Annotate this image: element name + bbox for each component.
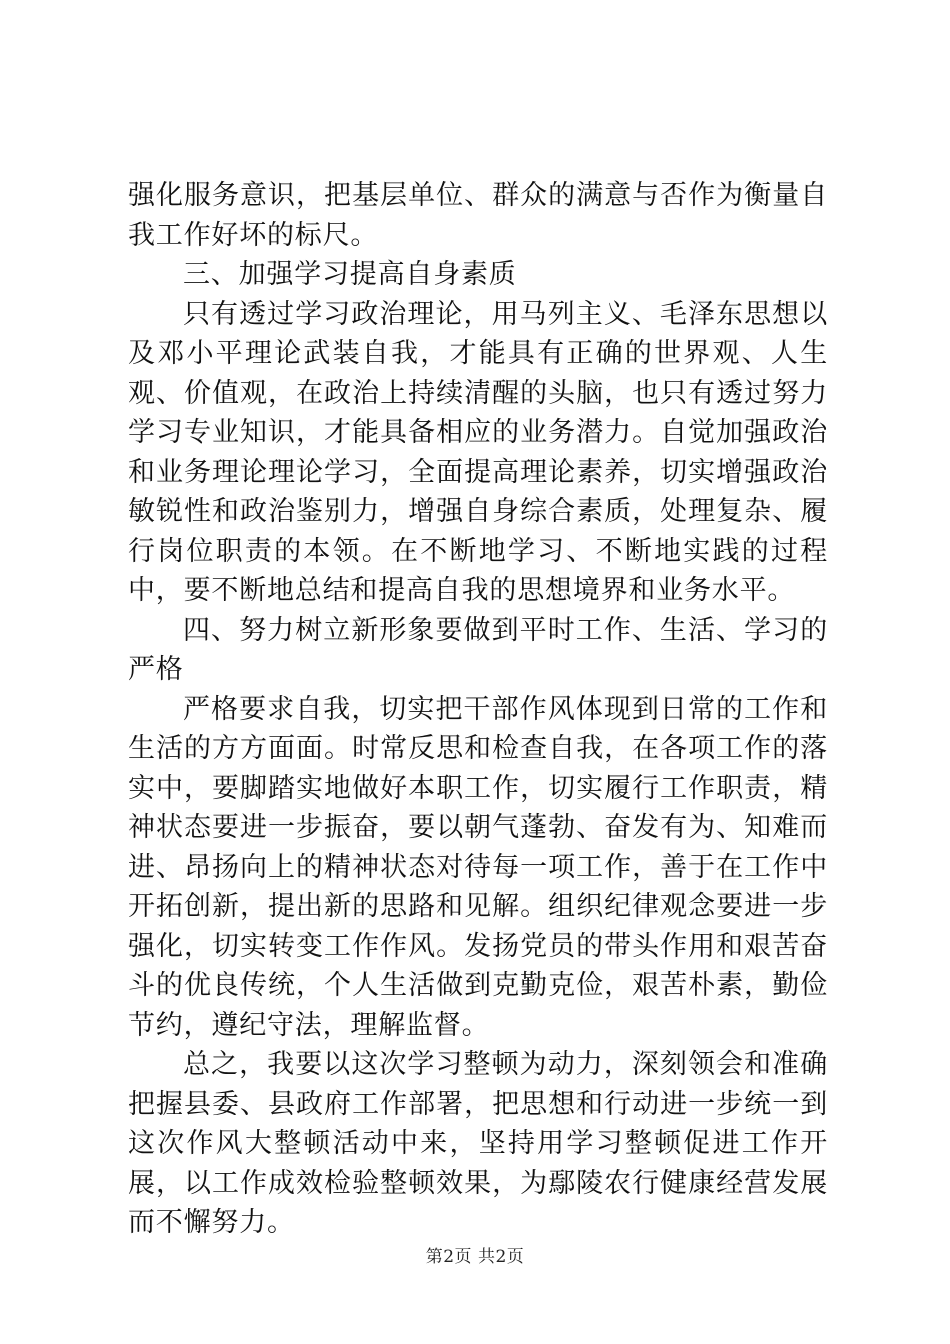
section-heading-4: 四、努力树立新形象要做到平时工作、生活、学习的严格 xyxy=(128,614,828,685)
document-body xyxy=(128,176,828,1243)
paragraph-continuation: 强化服务意识，把基层单位、群众的满意与否作为衡量自我工作好坏的标尺。 xyxy=(128,180,828,251)
page-footer: 第2页 共2页 xyxy=(425,1247,525,1267)
paragraph-study: 只有透过学习政治理论，用马列主义、毛泽东思想以及邓小平理论武装自我，才能具有正确的世界观、人生观、价值观，在政治上持续清醒的头脑，也只有透过努力学习专业知识，才能具备相应的业务潜力。自觉加强政治和业务理论理论学习，全面提高理论素养，切实增强政治敏锐性和政治鉴别力，增强自身综合素质，处理复杂、履行岗位职责的本领。在不断地学习、不断地实践的过程中，要不断地总结和提高自我的思想境界和业务水平。 xyxy=(128,298,828,606)
paragraph-conclusion: 总之，我要以这次学习整顿为动力，深刻领会和准确把握县委、县政府工作部署，把思想和行动进一步统一到这次作风大整顿活动中来，坚持用学习整顿促进工作开展，以工作成效检验整顿效果，为鄢陵农行健康经营发展而不懈努力。 xyxy=(128,1049,828,1238)
paragraph-strict: 严格要求自我，切实把干部作风体现到日常的工作和生活的方方面面。时常反思和检查自我，在各项工作的落实中，要脚踏实地做好本职工作，切实履行工作职责，精神状态要进一步振奋，要以朝气蓬勃、奋发有为、知难而进、昂扬向上的精神状态对待每一项工作，善于在工作中开拓创新，提出新的思路和见解。组织纪律观念要进一步强化，切实转变工作作风。发扬党员的带头作用和艰苦奋斗的优良传统，个人生活做到克勤克俭，艰苦朴素，勤俭节约，遵纪守法，理解监督。 xyxy=(128,693,828,1041)
section-heading-3: 三、加强学习提高自身素质 xyxy=(183,259,517,290)
